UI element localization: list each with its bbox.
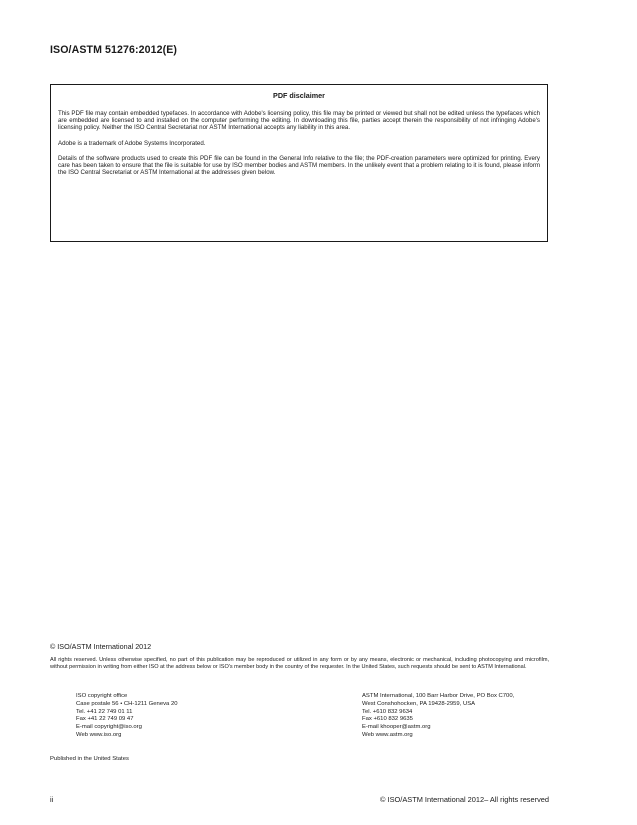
disclaimer-paragraph-software: Details of the software products used to create this PDF file can be found in the General Info relative to the file; the PDF-creation parameters were optimized for printing. Every care has been taken to ensure that the file is suitable for use by ISO member bodies and ASTM members. In the unlikely event that a problem relating to it is found, please inform the ISO Central Secretariat or ASTM International at the addresses given below.	[58, 154, 540, 177]
rights-reserved-paragraph: All rights reserved. Unless otherwise specified, no part of this publication may be reproduced or utilized in any form or by any means, electronic or mechanical, including photocopying and microfilm, without permission in writing from either ISO at the address below or ISO's member body in the country of the requester. In the United States, such requests should be sent to ASTM International.	[50, 657, 549, 671]
iso-fax: Fax +41 22 749 09 47	[76, 716, 134, 723]
document-header-title: ISO/ASTM 51276:2012(E)	[50, 44, 178, 56]
astm-city-address: West Conshohocken, PA 19428-2959, USA	[362, 700, 476, 707]
astm-telephone: Tel. +610 832 9634	[362, 708, 413, 715]
astm-email: E-mail khooper@astm.org	[362, 724, 431, 731]
disclaimer-paragraph-trademark: Adobe is a trademark of Adobe Systems Incorporated.	[58, 139, 206, 147]
astm-street-address: ASTM International, 100 Barr Harbor Drive, PO Box C700,	[362, 693, 515, 699]
published-in-note: Published in the United States	[50, 756, 129, 762]
footer-copyright: © ISO/ASTM International 2012– All rights reserved	[380, 795, 549, 804]
iso-telephone: Tel. +41 22 749 01 11	[76, 708, 133, 715]
astm-fax: Fax +610 832 9635	[362, 716, 413, 723]
disclaimer-paragraph-typefaces: This PDF file may contain embedded typefaces. In accordance with Adobe's licensing policy, this file may be printed or viewed but shall not be edited unless the typefaces which are embedded are licensed to and installed on the computer performing the editing. In downloading this file, parties accept therein the responsibility of not infringing Adobe's licensing policy. Neither the ISO Central Secretariat nor ASTM International accepts any liability in this area.	[58, 110, 540, 132]
iso-postal-address: Case postale 56 • CH-1211 Geneva 20	[76, 700, 178, 707]
iso-address-block	[76, 693, 178, 740]
astm-website: Web www.astm.org	[362, 731, 413, 738]
astm-address-block	[362, 693, 514, 740]
iso-email: E-mail copyright@iso.org	[76, 724, 142, 731]
footer-page-number: ii	[50, 795, 54, 804]
copyright-notice: © ISO/ASTM International 2012	[50, 642, 152, 651]
iso-office-name: ISO copyright office	[76, 693, 128, 699]
pdf-disclaimer-box	[50, 84, 548, 242]
disclaimer-heading: PDF disclaimer	[273, 91, 325, 100]
iso-website: Web www.iso.org	[76, 731, 122, 738]
